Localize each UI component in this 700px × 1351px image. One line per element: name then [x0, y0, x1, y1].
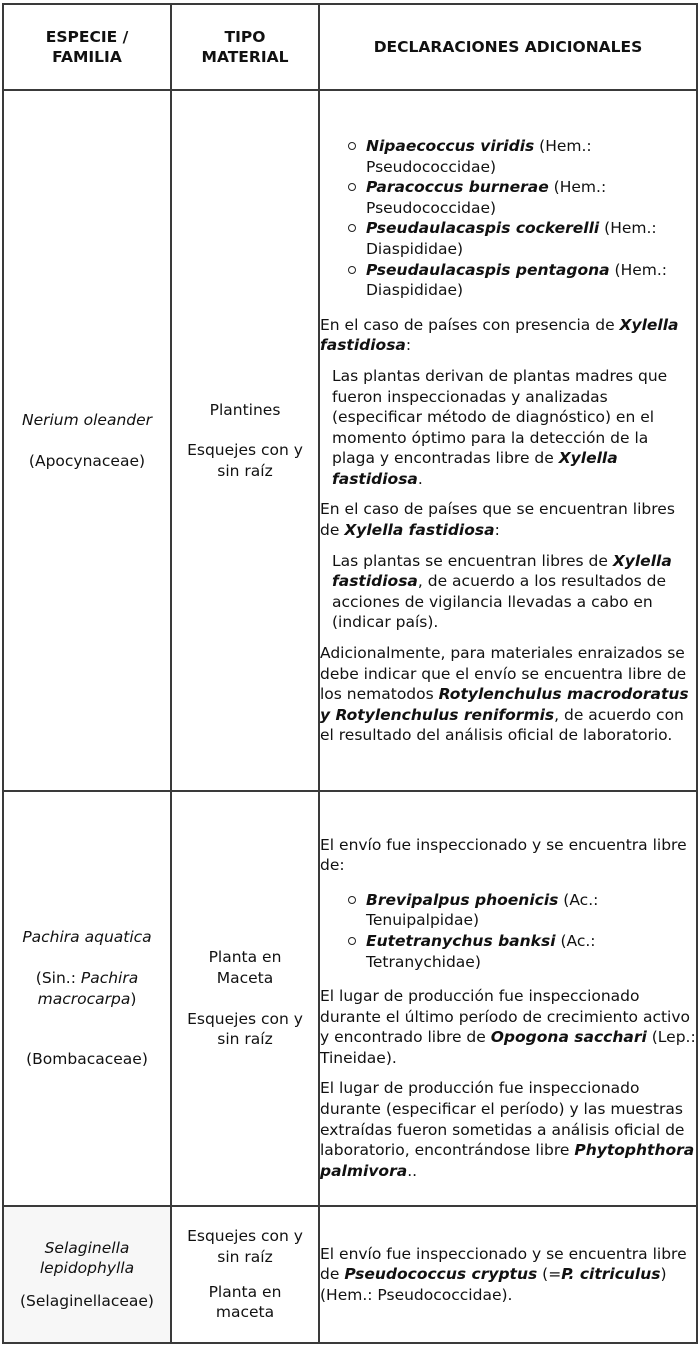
material-item: Planta en maceta — [208, 1282, 282, 1322]
circle-bullet-icon — [348, 142, 356, 150]
header-row — [3, 4, 697, 90]
list-item — [348, 890, 696, 931]
declaration-paragraph: Las plantas derivan de plantas madres que fueron inspeccionadas y analizadas (especificar método de diagnóstico) en el momento óptimo para la detección de la plaga y encontradas libre de Xylella fastidiosa. — [332, 366, 668, 488]
material-item: Planta en Maceta — [208, 948, 282, 987]
declaration-paragraph: En el caso de países que se encuentran libres de Xylella fastidiosa: — [320, 500, 675, 540]
circle-bullet-icon — [348, 183, 356, 191]
declarations-cell — [319, 90, 697, 791]
pest-name: Pseudaulacaspis pentagona — [366, 260, 610, 279]
pest-family: (Ac.: Tenuipalpidae) — [366, 890, 599, 930]
species-cell — [3, 90, 171, 791]
table-row — [3, 791, 697, 1206]
pest-family: (Hem.: Pseudococcidae) — [366, 136, 592, 176]
species-family: (Bombacaceae) — [26, 1050, 148, 1069]
list-item — [348, 218, 696, 259]
material-item: Esquejes con y sin raíz — [187, 441, 303, 480]
header-material-label: TIPO MATERIAL — [201, 28, 289, 66]
pest-name: Pseudaulacaspis cockerelli — [366, 219, 600, 238]
material-cell — [171, 791, 319, 1206]
material-cell — [171, 1206, 319, 1343]
pest-name: Nipaecoccus viridis — [366, 136, 535, 155]
list-item — [348, 931, 696, 972]
circle-bullet-icon — [348, 937, 356, 945]
circle-bullet-icon — [348, 896, 356, 904]
declaration-paragraph: En el caso de países con presencia de Xylella fastidiosa: — [320, 315, 679, 355]
pest-family: (Hem.: Diaspididae) — [366, 219, 657, 258]
pest-name: Brevipalpus phoenicis — [366, 890, 559, 909]
material-cell — [171, 90, 319, 791]
declaration-paragraph: Adicionalmente, para materiales enraizados se debe indicar que el envío se encuentra libre de los nematodos Rotylenchulus macrodoratus y Rotylenchulus reniformis, de acuerdo con el resultado del análisis oficial de laboratorio. — [320, 644, 689, 745]
table-row — [3, 90, 697, 791]
header-species-label: ESPECIE / FAMILIA — [45, 28, 129, 66]
pest-family: (Hem.: Diaspididae) — [366, 260, 668, 300]
species-family: (Apocynaceae) — [28, 451, 146, 470]
header-species — [3, 4, 171, 90]
declaration-paragraph: El lugar de producción fue inspeccionado durante el último período de crecimiento activo y encontrado libre de Opogona sacchari (Lep.: Tineidae). — [320, 987, 696, 1067]
species-cell — [3, 791, 171, 1206]
table-row — [3, 1206, 697, 1343]
pest-family: (Hem.: Pseudococcidae) — [366, 178, 607, 217]
pest-family: (Ac.: Tetranychidae) — [366, 931, 596, 971]
declarations-cell — [319, 791, 697, 1206]
regulations-table — [2, 3, 698, 1344]
species-name: Nerium oleander — [21, 410, 153, 429]
list-item — [348, 260, 696, 301]
header-material — [171, 4, 319, 90]
species-family: (Selaginellaceae) — [20, 1291, 154, 1310]
declaration-paragraph: El lugar de producción fue inspeccionado durante (especificar el período) y las muestras extraídas fueron sometidas a análisis oficial de laboratorio, encontrándose libre Phytophthora palmivora.. — [320, 1079, 695, 1180]
species-synonym: (Sin.: Pachira macrocarpa) — [35, 968, 139, 1008]
material-item: Plantines — [209, 400, 281, 419]
list-item — [348, 177, 696, 218]
pest-name: Eutetranychus banksi — [366, 931, 556, 950]
species-name: Pachira aquatica — [22, 928, 152, 947]
header-declarations-label: DECLARACIONES ADICIONALES — [373, 38, 643, 56]
list-item — [348, 136, 696, 177]
material-item: Esquejes con y sin raíz — [187, 1009, 303, 1049]
species-cell — [3, 1206, 171, 1343]
circle-bullet-icon — [348, 266, 356, 274]
declaration-paragraph: El envío fue inspeccionado y se encuentra libre de Pseudococcus cryptus (=P. citriculus) (Hem.: Pseudococcidae). — [320, 1244, 687, 1304]
material-item: Esquejes con y sin raíz — [187, 1227, 303, 1266]
declaration-paragraph: El envío fue inspeccionado y se encuentra libre de: — [320, 835, 687, 875]
header-declarations — [319, 4, 697, 90]
pest-list — [320, 136, 696, 301]
circle-bullet-icon — [348, 224, 356, 232]
declarations-cell — [319, 1206, 697, 1343]
declaration-paragraph: Las plantas se encuentran libres de Xylella fastidiosa, de acuerdo a los resultados de acciones de vigilancia llevadas a cabo en (indicar país). — [332, 551, 672, 632]
species-name: Selaginella lepidophylla — [39, 1238, 135, 1278]
pest-list — [320, 890, 696, 972]
pest-name: Paracoccus burnerae — [366, 178, 549, 197]
